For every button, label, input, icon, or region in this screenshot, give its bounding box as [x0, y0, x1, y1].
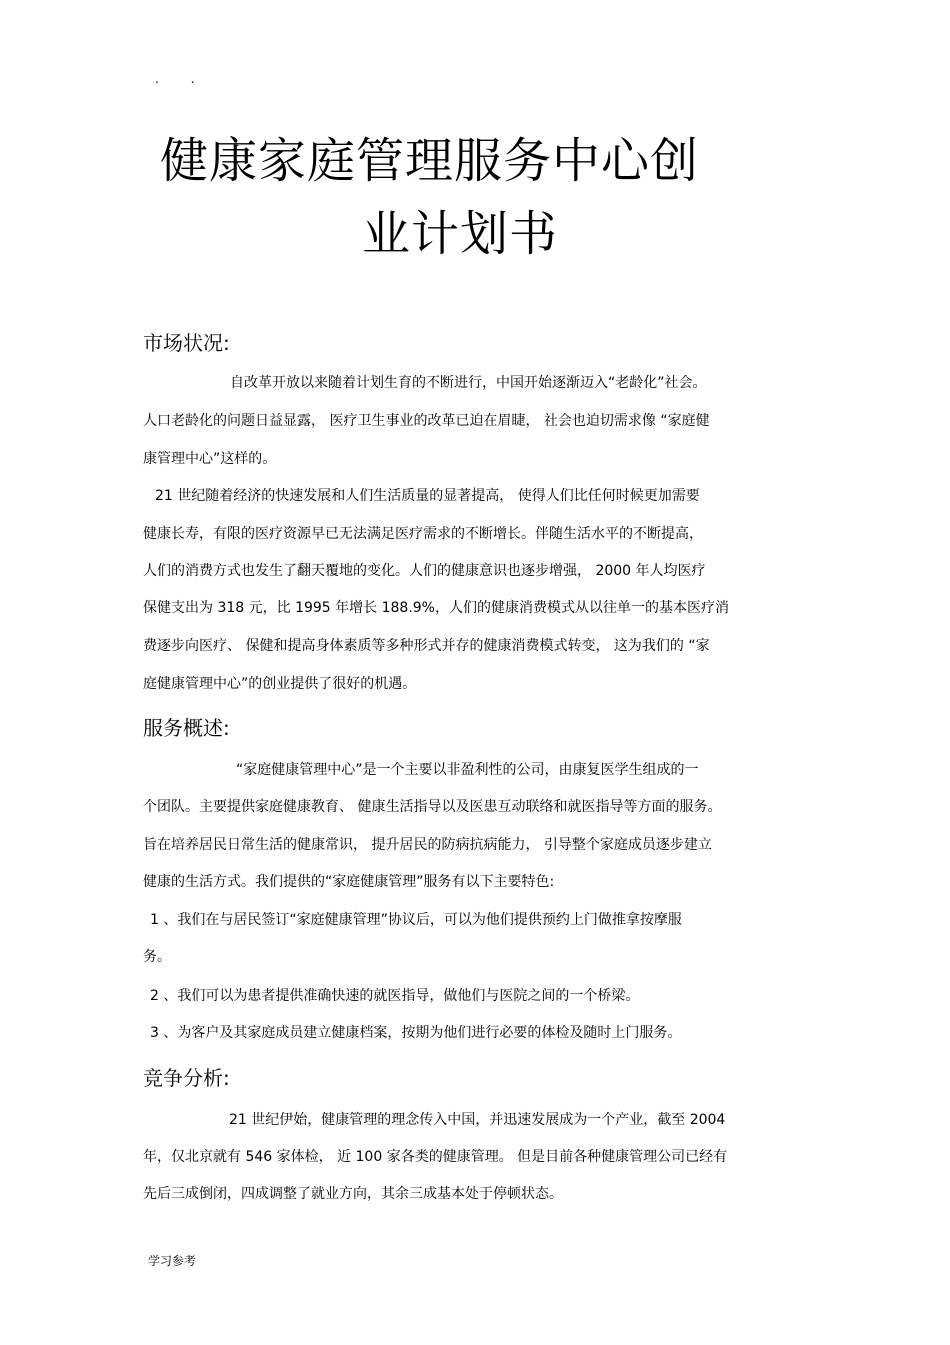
- section-heading-competition: 竞争分析:: [143, 1066, 230, 1090]
- paragraph-line: 人口老龄化的问题日益显露， 医疗卫生事业的改革已迫在眉睫， 社会也迫切需求像 “家庭健: [143, 413, 710, 429]
- paragraph-line: 自改革开放以来随着计划生育的不断进行，中国开始逐渐迈入“老龄化”社会。: [230, 375, 707, 391]
- paragraph-line: 健康的生活方式。我们提供的“家庭健康管理”服务有以下主要特色:: [143, 874, 555, 890]
- title-line-1: 健康家庭管理服务中心创: [160, 133, 700, 189]
- paragraph-line: 21 世纪随着经济的快速发展和人们生活质量的显著提高， 使得人们比任何时候更加需要: [155, 488, 700, 504]
- paragraph-line: 旨在培养居民日常生活的健康常识， 提升居民的防病抗病能力， 引导整个家庭成员逐步建立: [143, 837, 712, 853]
- header-dots: . .: [155, 72, 209, 86]
- paragraph-line: 保健支出为 318 元，比 1995 年增长 188.9%，人们的健康消费模式从以往单一的基本医疗消: [143, 600, 729, 616]
- section-heading-market: 市场状况:: [143, 331, 230, 355]
- paragraph-line: 健康长寿，有限的医疗资源早已无法满足医疗需求的不断增长。伴随生活水平的不断提高，: [143, 526, 703, 542]
- paragraph-line: 庭健康管理中心”的创业提供了很好的机遇。: [143, 676, 417, 692]
- section-heading-services: 服务概述:: [143, 716, 230, 740]
- footer-label: 学习参考: [148, 1254, 197, 1268]
- paragraph-line: 个团队。主要提供家庭健康教育、 健康生活指导以及医患互动联络和就医指导等方面的服务。: [143, 799, 722, 815]
- paragraph-line: 费逐步向医疗、 保健和提高身体素质等多种形式并存的健康消费模式转变， 这为我们的 “家: [143, 638, 710, 654]
- paragraph-line: 人们的消费方式也发生了翻天覆地的变化。人们的健康意识也逐步增强， 2000 年人均医疗: [143, 563, 706, 579]
- list-item: 3 、为客户及其家庭成员建立健康档案，按期为他们进行必要的体检及随时上门服务。: [150, 1025, 682, 1041]
- paragraph-line: “家庭健康管理中心”是一个主要以非盈利性的公司，由康复医学生组成的一: [236, 762, 699, 778]
- paragraph-line: 先后三成倒闭，四成调整了就业方向，其余三成基本处于停顿状态。: [143, 1186, 563, 1202]
- paragraph-line: 21 世纪伊始，健康管理的理念传入中国，并迅速发展成为一个产业，截至 2004: [229, 1112, 726, 1128]
- list-item: 2 、我们可以为患者提供准确快速的就医指导，做他们与医院之间的一个桥梁。: [150, 988, 640, 1004]
- paragraph-line: 康管理中心”这样的。: [143, 451, 277, 467]
- paragraph-line: 年，仅北京就有 546 家体检， 近 100 家各类的健康管理。 但是目前各种健康管理公司已经有: [143, 1149, 728, 1165]
- paragraph-line: 务。: [143, 949, 171, 965]
- title-line-2: 业计划书: [362, 206, 559, 262]
- list-item: 1 、我们在与居民签订“家庭健康管理”协议后，可以为他们提供预约上门做推拿按摩服: [150, 912, 682, 928]
